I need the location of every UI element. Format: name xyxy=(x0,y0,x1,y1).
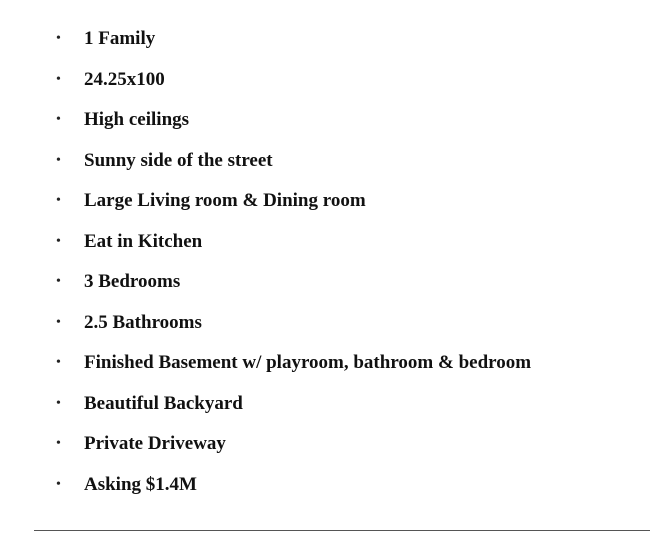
horizontal-divider xyxy=(34,530,650,531)
feature-list xyxy=(0,26,671,512)
list-item xyxy=(0,472,671,513)
feature-text: 24.25x100 xyxy=(84,68,165,90)
bullet-icon: • xyxy=(56,314,61,330)
list-item xyxy=(0,310,671,351)
bullet-icon: • xyxy=(56,355,61,370)
feature-text: 1 Family xyxy=(84,28,156,49)
feature-text: Private Driveway xyxy=(84,433,226,454)
bullet-icon: • xyxy=(56,233,61,249)
feature-text: Finished Basement w/ playroom, bathroom & bedroom xyxy=(84,352,532,373)
feature-text: 2.5 Bathrooms xyxy=(84,311,202,333)
list-item xyxy=(0,391,671,432)
list-item xyxy=(0,107,671,148)
feature-text: High ceilings xyxy=(84,109,190,130)
bullet-icon: • xyxy=(56,193,61,208)
list-item xyxy=(0,229,671,270)
bullet-icon: • xyxy=(56,476,61,492)
list-item xyxy=(0,431,671,472)
list-item xyxy=(0,188,671,229)
feature-text: Sunny side of the street xyxy=(84,149,273,171)
feature-text: Asking $1.4M xyxy=(84,473,197,495)
list-item xyxy=(0,350,671,391)
bullet-icon: • xyxy=(56,71,61,87)
bullet-icon: • xyxy=(56,112,61,127)
bullet-icon: • xyxy=(56,31,61,46)
bullet-icon: • xyxy=(56,152,61,168)
feature-text: Eat in Kitchen xyxy=(84,230,203,252)
list-item xyxy=(0,269,671,310)
bullet-icon: • xyxy=(56,436,61,451)
list-item xyxy=(0,26,671,67)
list-item xyxy=(0,148,671,189)
feature-text: Large Living room & Dining room xyxy=(84,190,366,211)
list-item xyxy=(0,67,671,108)
bullet-icon: • xyxy=(56,274,61,289)
feature-text: 3 Bedrooms xyxy=(84,271,181,292)
feature-text: Beautiful Backyard xyxy=(84,392,243,414)
bullet-icon: • xyxy=(56,395,61,411)
